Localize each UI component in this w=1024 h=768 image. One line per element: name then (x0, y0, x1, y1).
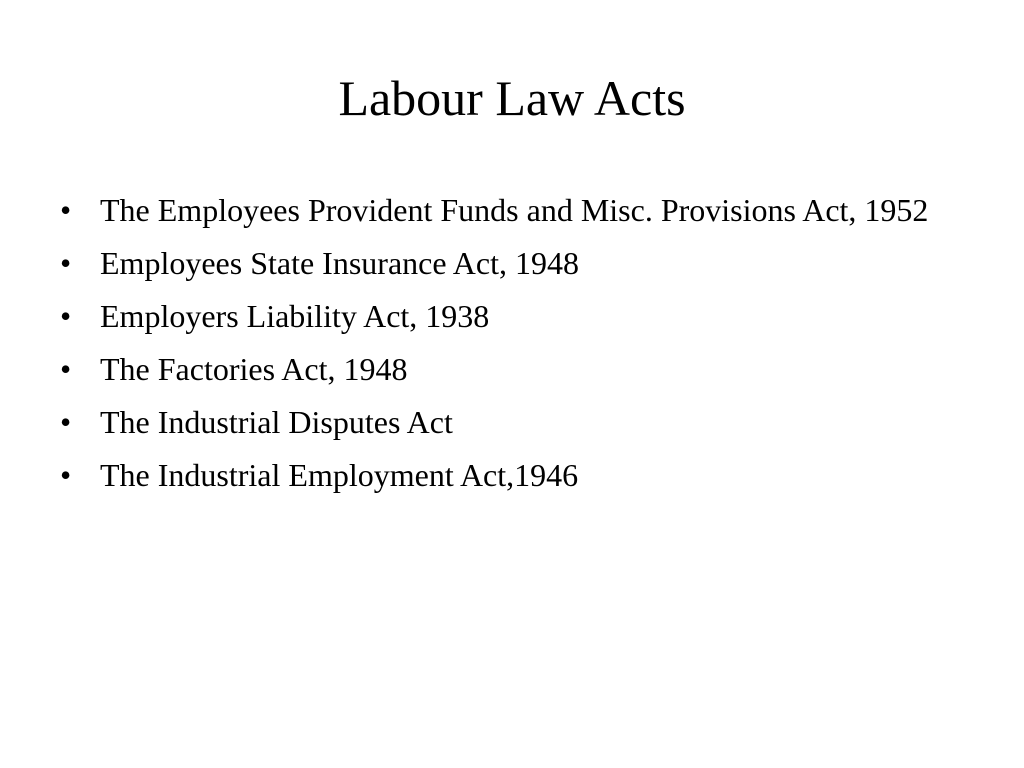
bullet-item (60, 294, 940, 338)
bullet-text: Employers Liability Act, 1938 (100, 298, 490, 334)
bullet-icon: • (60, 245, 72, 281)
bullet-item (60, 347, 940, 391)
bullet-text: Employees State Insurance Act, 1948 (100, 245, 579, 281)
bullet-item (60, 241, 940, 285)
bullet-text: The Industrial Disputes Act (100, 404, 453, 440)
bullet-text: The Factories Act, 1948 (100, 351, 408, 387)
bullet-list (60, 188, 940, 506)
bullet-item (60, 400, 940, 444)
bullet-text: The Employees Provident Funds and Misc. Provisions Act, 1952 (100, 192, 929, 228)
bullet-icon: • (60, 298, 72, 334)
bullet-item (60, 188, 940, 232)
bullet-icon: • (60, 404, 72, 440)
bullet-item (60, 453, 940, 497)
slide-title: Labour Law Acts (338, 70, 686, 126)
bullet-icon: • (60, 192, 72, 228)
bullet-text: The Industrial Employment Act,1946 (100, 457, 579, 493)
bullet-icon: • (60, 351, 72, 387)
bullet-icon: • (60, 457, 72, 493)
